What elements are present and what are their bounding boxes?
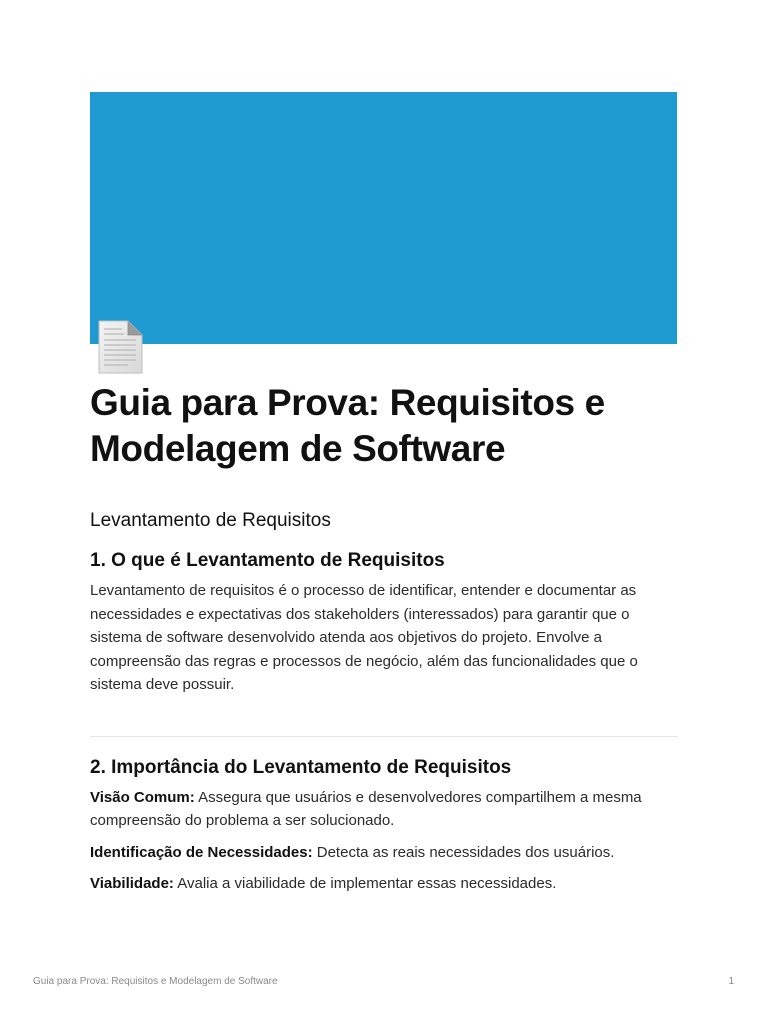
page-title: Guia para Prova: Requisitos e Modelagem de Software: [90, 382, 605, 469]
section-1-body: Levantamento de requisitos é o processo de identificar, entender e documentar as necessidades e expectativas dos stakeholders (interessados) para garantir que o sistema de software desenvolvido atenda aos objetivos do projeto. Envolve a compreensão das regras e processos de negócio, além das funcionalidades que o sistema deve possuir.: [90, 582, 638, 693]
list-item: [90, 786, 678, 833]
item-text: Assegura que usuários e desenvolvedores compartilhem a mesma compreensão do problema a ser solucionado.: [90, 788, 642, 829]
cover-banner: [90, 92, 677, 344]
section-1-heading: 1. O que é Levantamento de Requisitos: [90, 550, 445, 571]
item-term: Viabilidade:: [90, 875, 174, 892]
page-number: 1: [728, 976, 734, 987]
item-term: Identificação de Necessidades:: [90, 843, 313, 861]
divider: [90, 736, 678, 737]
section-title: Levantamento de Requisitos: [90, 510, 331, 531]
footer-title: Guia para Prova: Requisitos e Modelagem de Software: [33, 976, 278, 987]
list-item: [90, 841, 678, 865]
item-term: Visão Comum:: [90, 788, 195, 806]
document-body: [90, 380, 678, 904]
list-item: [90, 872, 678, 896]
item-text: Avalia a viabilidade de implementar essas necessidades.: [173, 875, 557, 892]
section-2-heading: 2. Importância do Levantamento de Requisitos: [90, 756, 512, 778]
document-page-icon: [96, 320, 144, 374]
item-text: Detecta as reais necessidades dos usuários.: [312, 843, 615, 861]
